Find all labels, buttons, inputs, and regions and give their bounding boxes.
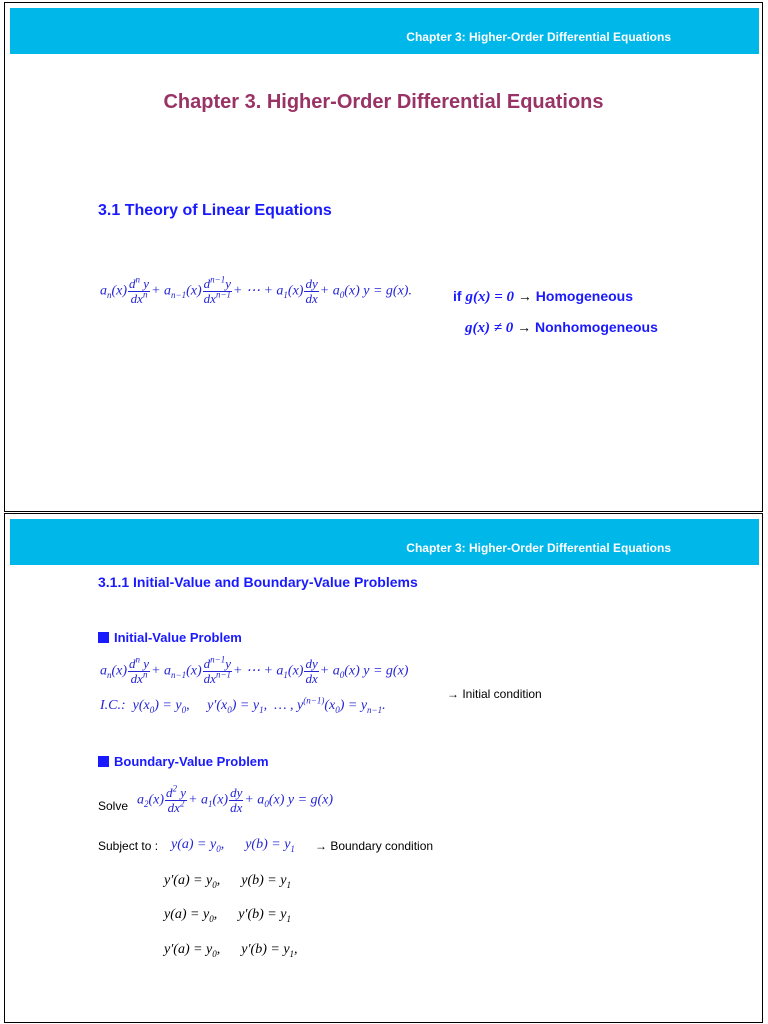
header-band xyxy=(10,519,759,565)
bvp-condition-4: $y'(a) = y_0$, $y'(b) = y_1$, xyxy=(164,942,298,959)
slide-1 xyxy=(4,2,763,512)
boundary-condition-note: → Boundary condition xyxy=(315,839,434,853)
bvp-heading xyxy=(98,754,269,769)
bvp-equation: $a_2(x)$ $\frac{d^2 y}{dx^2}$ + $a_1(x)$ $\frac{dy}{dx}$ + $a_0(x) y = g(x)$ xyxy=(137,783,334,815)
nonhomogeneous-label: Nonhomogeneous xyxy=(535,319,658,335)
square-bullet-icon xyxy=(98,756,109,767)
solve-label: Solve xyxy=(98,799,129,813)
header-chapter-text: Chapter 3: Higher-Order Differential Equations xyxy=(406,541,671,555)
homogeneous-label: Homogeneous xyxy=(535,288,634,304)
subsection-title: 3.1.1 Initial-Value and Boundary-Value Problems xyxy=(98,574,418,590)
header-band xyxy=(10,8,759,54)
g-equals-zero: g(x) = 0 xyxy=(465,289,514,305)
ivp-heading xyxy=(98,630,242,645)
bvp-title: Boundary-Value Problem xyxy=(114,754,269,769)
arrow-icon: → xyxy=(517,319,532,335)
subject-to-label: Subject to : xyxy=(98,839,159,853)
ivp-initial-conditions: I.C.: $y(x_0) = y_0$, $y'(x_0) = y_1$, … , $y^{(n-1)}(x_0) = y_{n-1}$. xyxy=(100,695,386,715)
bvp-condition-1: $y(a) = y_0$, $y(b) = y_1$ xyxy=(171,837,295,854)
bvp-condition-3: $y(a) = y_0$, $y'(b) = y_1$ xyxy=(164,907,291,924)
linear-equation-general: $a_n(x)$ $\frac{d^n y}{dx^n}$ + $a_{n-1}(x)$ $\frac{d^{n-1}y}{dx^{n-1}}$ + ⋯ + $a_1(x)$ $\frac{dy}{dx}$ + $a_0(x) y = g(x)$. xyxy=(100,274,412,306)
ivp-title: Initial-Value Problem xyxy=(114,630,242,645)
chapter-title: Chapter 3. Higher-Order Differential Equations xyxy=(163,91,604,113)
arrow-icon: → xyxy=(517,288,532,304)
if-word: if xyxy=(453,288,462,304)
slide-2 xyxy=(4,513,763,1023)
homogeneous-condition xyxy=(453,288,633,306)
header-chapter-text: Chapter 3: Higher-Order Differential Equations xyxy=(406,30,671,44)
square-bullet-icon xyxy=(98,632,109,643)
initial-condition-note: → Initial condition xyxy=(447,687,542,701)
g-not-zero: g(x) ≠ 0 xyxy=(465,320,514,336)
section-title: 3.1 Theory of Linear Equations xyxy=(98,202,332,219)
ivp-equation: $a_n(x)$ $\frac{d^n y}{dx^n}$ + $a_{n-1}(x)$ $\frac{d^{n-1}y}{dx^{n-1}}$ + ⋯ + $a_1(x)$ $\frac{dy}{dx}$ + $a_0(x) y = g(x)$ xyxy=(100,654,409,686)
nonhomogeneous-condition xyxy=(465,319,658,337)
bvp-condition-2: $y'(a) = y_0$, $y(b) = y_1$ xyxy=(164,873,291,890)
